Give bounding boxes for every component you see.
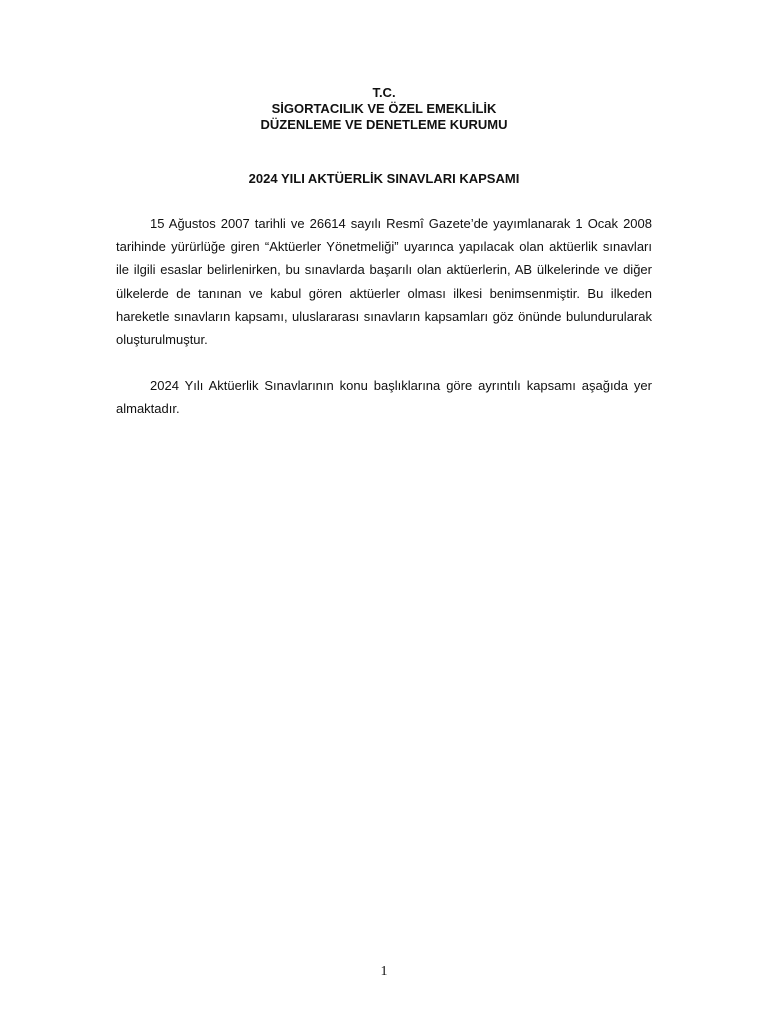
- page-number: 1: [380, 964, 388, 979]
- header-line-institution-2: DÜZENLEME VE DENETLEME KURUMU: [260, 117, 508, 132]
- body-paragraph-1: 15 Ağustos 2007 tarihli ve 26614 sayılı Resmî Gazete’de yayımlanarak 1 Ocak 2008 tarihinde yürürlüğe giren “Aktüerler Yönetmeliği” uyarınca yapılacak olan aktüerlik sınavları ile ilgili esaslar belirlenirken, bu sınavlarda başarılı olan aktüerlerin, AB ülkelerinde ve diğer ülkelerde de tanınan ve kabul gören aktüerler olması ilkesi benimsenmiştir. Bu ilkeden hareketle sınavların kapsamı, uluslararası sınavların kapsamları göz önünde bulundurularak oluşturulmuştur.: [116, 216, 652, 348]
- body-paragraph-2: 2024 Yılı Aktüerlik Sınavlarının konu başlıklarına göre ayrıntılı kapsamı aşağıda yer almaktadır.: [116, 378, 652, 417]
- document-title: 2024 YILI AKTÜERLİK SINAVLARI KAPSAMI: [248, 171, 520, 186]
- header-line-tc: T.C.: [372, 85, 396, 100]
- body-paragraph-1-container: [116, 212, 652, 351]
- body-paragraph-2-container: [116, 374, 652, 420]
- institution-header: [0, 85, 768, 133]
- header-line-institution-1: SİGORTACILIK VE ÖZEL EMEKLİLİK: [271, 101, 497, 116]
